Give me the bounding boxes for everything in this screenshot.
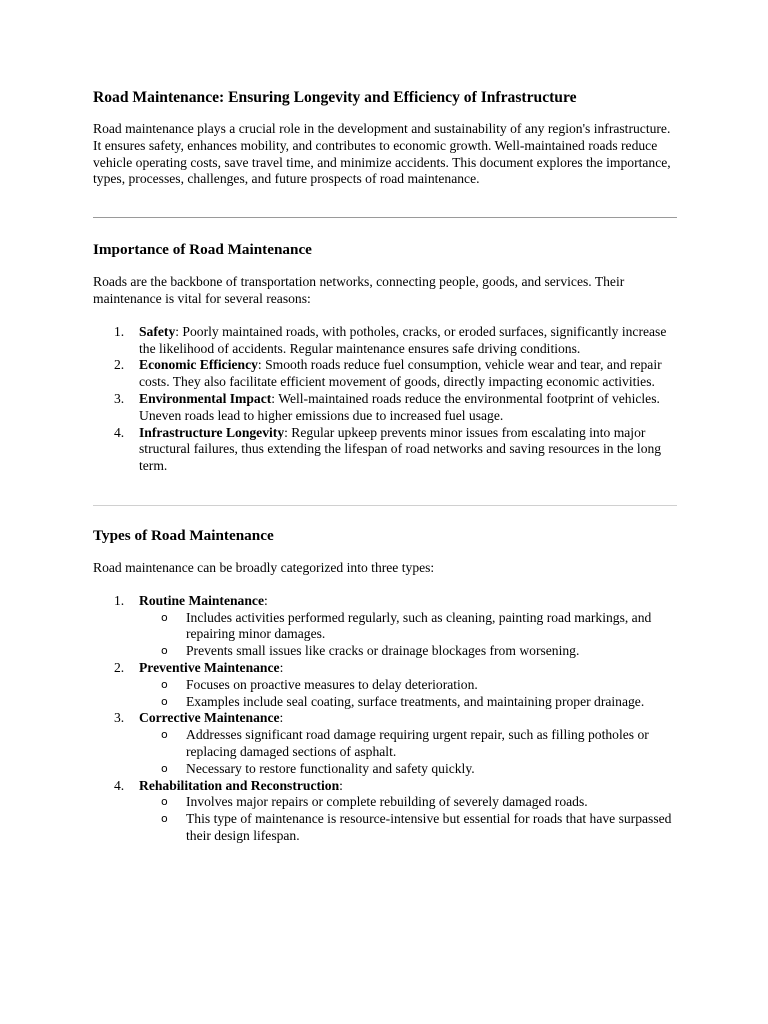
list-item bbox=[93, 391, 677, 425]
list-item bbox=[93, 324, 677, 358]
sub-list bbox=[139, 727, 677, 777]
bullet-icon: o bbox=[161, 644, 168, 658]
sub-list bbox=[139, 677, 677, 711]
item-number: 2. bbox=[114, 357, 125, 373]
item-term: Routine Maintenance bbox=[139, 592, 264, 608]
item-term: Preventive Maintenance bbox=[139, 659, 280, 675]
item-term: Corrective Maintenance bbox=[139, 710, 280, 726]
bullet-icon: o bbox=[161, 610, 168, 624]
sub-list-item: o Examples include seal coating, surface treatments, and maintaining proper drainage. bbox=[161, 693, 645, 709]
item-text: : Regular upkeep prevents minor issues from escalating into major structural failures, thus extending the lifespan of road networks and saving resources in the long term. bbox=[139, 424, 662, 474]
bullet-icon: o bbox=[161, 761, 168, 775]
sub-list bbox=[139, 794, 677, 844]
bullet-icon: o bbox=[161, 812, 168, 826]
item-text: : bbox=[279, 659, 284, 675]
list-item bbox=[93, 593, 677, 660]
sub-list-item: o Focuses on proactive measures to delay deterioration. bbox=[161, 676, 478, 692]
item-text: : bbox=[263, 592, 268, 608]
item-number: 1. bbox=[114, 592, 125, 608]
bullet-icon: o bbox=[161, 728, 168, 742]
item-text: : bbox=[339, 777, 343, 793]
item-term: Environmental Impact bbox=[139, 390, 272, 406]
item-text: : Smooth roads reduce fuel consumption, vehicle wear and tear, and repair costs. They also facilitate efficient movement of goods, directly impacting economic activities. bbox=[139, 357, 662, 390]
sub-list-item: o Addresses significant road damage requiring urgent repair, such as filling potholes or replacing damaged sections of asphalt. bbox=[161, 727, 649, 759]
importance-heading: Importance of Road Maintenance bbox=[93, 241, 312, 259]
bullet-icon: o bbox=[161, 677, 168, 691]
item-term: Rehabilitation and Reconstruction bbox=[139, 777, 340, 793]
item-term: Infrastructure Longevity bbox=[139, 424, 285, 440]
list-item bbox=[93, 778, 677, 845]
sub-list-item: o Necessary to restore functionality and safety quickly. bbox=[161, 760, 475, 776]
list-item bbox=[93, 660, 677, 710]
item-number: 3. bbox=[114, 710, 125, 726]
types-intro: Road maintenance can be broadly categorized into three types: bbox=[93, 559, 435, 575]
item-number: 1. bbox=[114, 323, 125, 339]
importance-intro: Roads are the backbone of transportation networks, connecting people, goods, and services. Their maintenance is vital for several reasons: bbox=[93, 274, 625, 306]
bullet-icon: o bbox=[161, 795, 168, 809]
intro-paragraph: Road maintenance plays a crucial role in the development and sustainability of any region's infrastructure. It ensures safety, enhances mobility, and contributes to economic growth. Well-maintained roads reduce vehicle operating costs, save travel time, and minimize accidents. This document explores the importance, types, processes, challenges, and future prospects of road maintenance. bbox=[93, 121, 671, 187]
item-number: 2. bbox=[114, 659, 125, 675]
list-item bbox=[93, 357, 677, 391]
item-term: Safety bbox=[139, 323, 176, 339]
sub-list-item: o Prevents small issues like cracks or drainage blockages from worsening. bbox=[161, 643, 580, 659]
list-item bbox=[93, 710, 677, 777]
importance-list bbox=[93, 324, 677, 475]
item-number: 3. bbox=[114, 390, 125, 406]
sub-list-item: o Includes activities performed regularly, such as cleaning, painting road markings, and repairing minor damages. bbox=[161, 609, 652, 642]
sub-list-item: o Involves major repairs or complete rebuilding of severely damaged roads. bbox=[161, 794, 588, 810]
item-number: 4. bbox=[114, 777, 125, 793]
item-text: : Poorly maintained roads, with potholes, cracks, or eroded surfaces, significantly increase the likelihood of accidents. Regular maintenance ensures safe driving conditions. bbox=[139, 323, 667, 356]
item-number: 4. bbox=[114, 424, 125, 440]
sub-list bbox=[139, 610, 677, 660]
types-list bbox=[93, 593, 677, 845]
item-text: : Well-maintained roads reduce the environmental footprint of vehicles. Uneven roads lead to higher emissions due to increased fuel usage. bbox=[139, 390, 660, 423]
sub-list-item: o This type of maintenance is resource-intensive but essential for roads that have surpassed their design lifespan. bbox=[161, 811, 672, 843]
document-title: Road Maintenance: Ensuring Longevity and Efficiency of Infrastructure bbox=[93, 89, 577, 106]
types-heading: Types of Road Maintenance bbox=[93, 526, 274, 544]
bullet-icon: o bbox=[161, 694, 168, 708]
list-item bbox=[93, 425, 677, 475]
item-term: Economic Efficiency bbox=[139, 357, 258, 373]
item-text: : bbox=[279, 710, 284, 726]
document-content bbox=[93, 88, 677, 845]
